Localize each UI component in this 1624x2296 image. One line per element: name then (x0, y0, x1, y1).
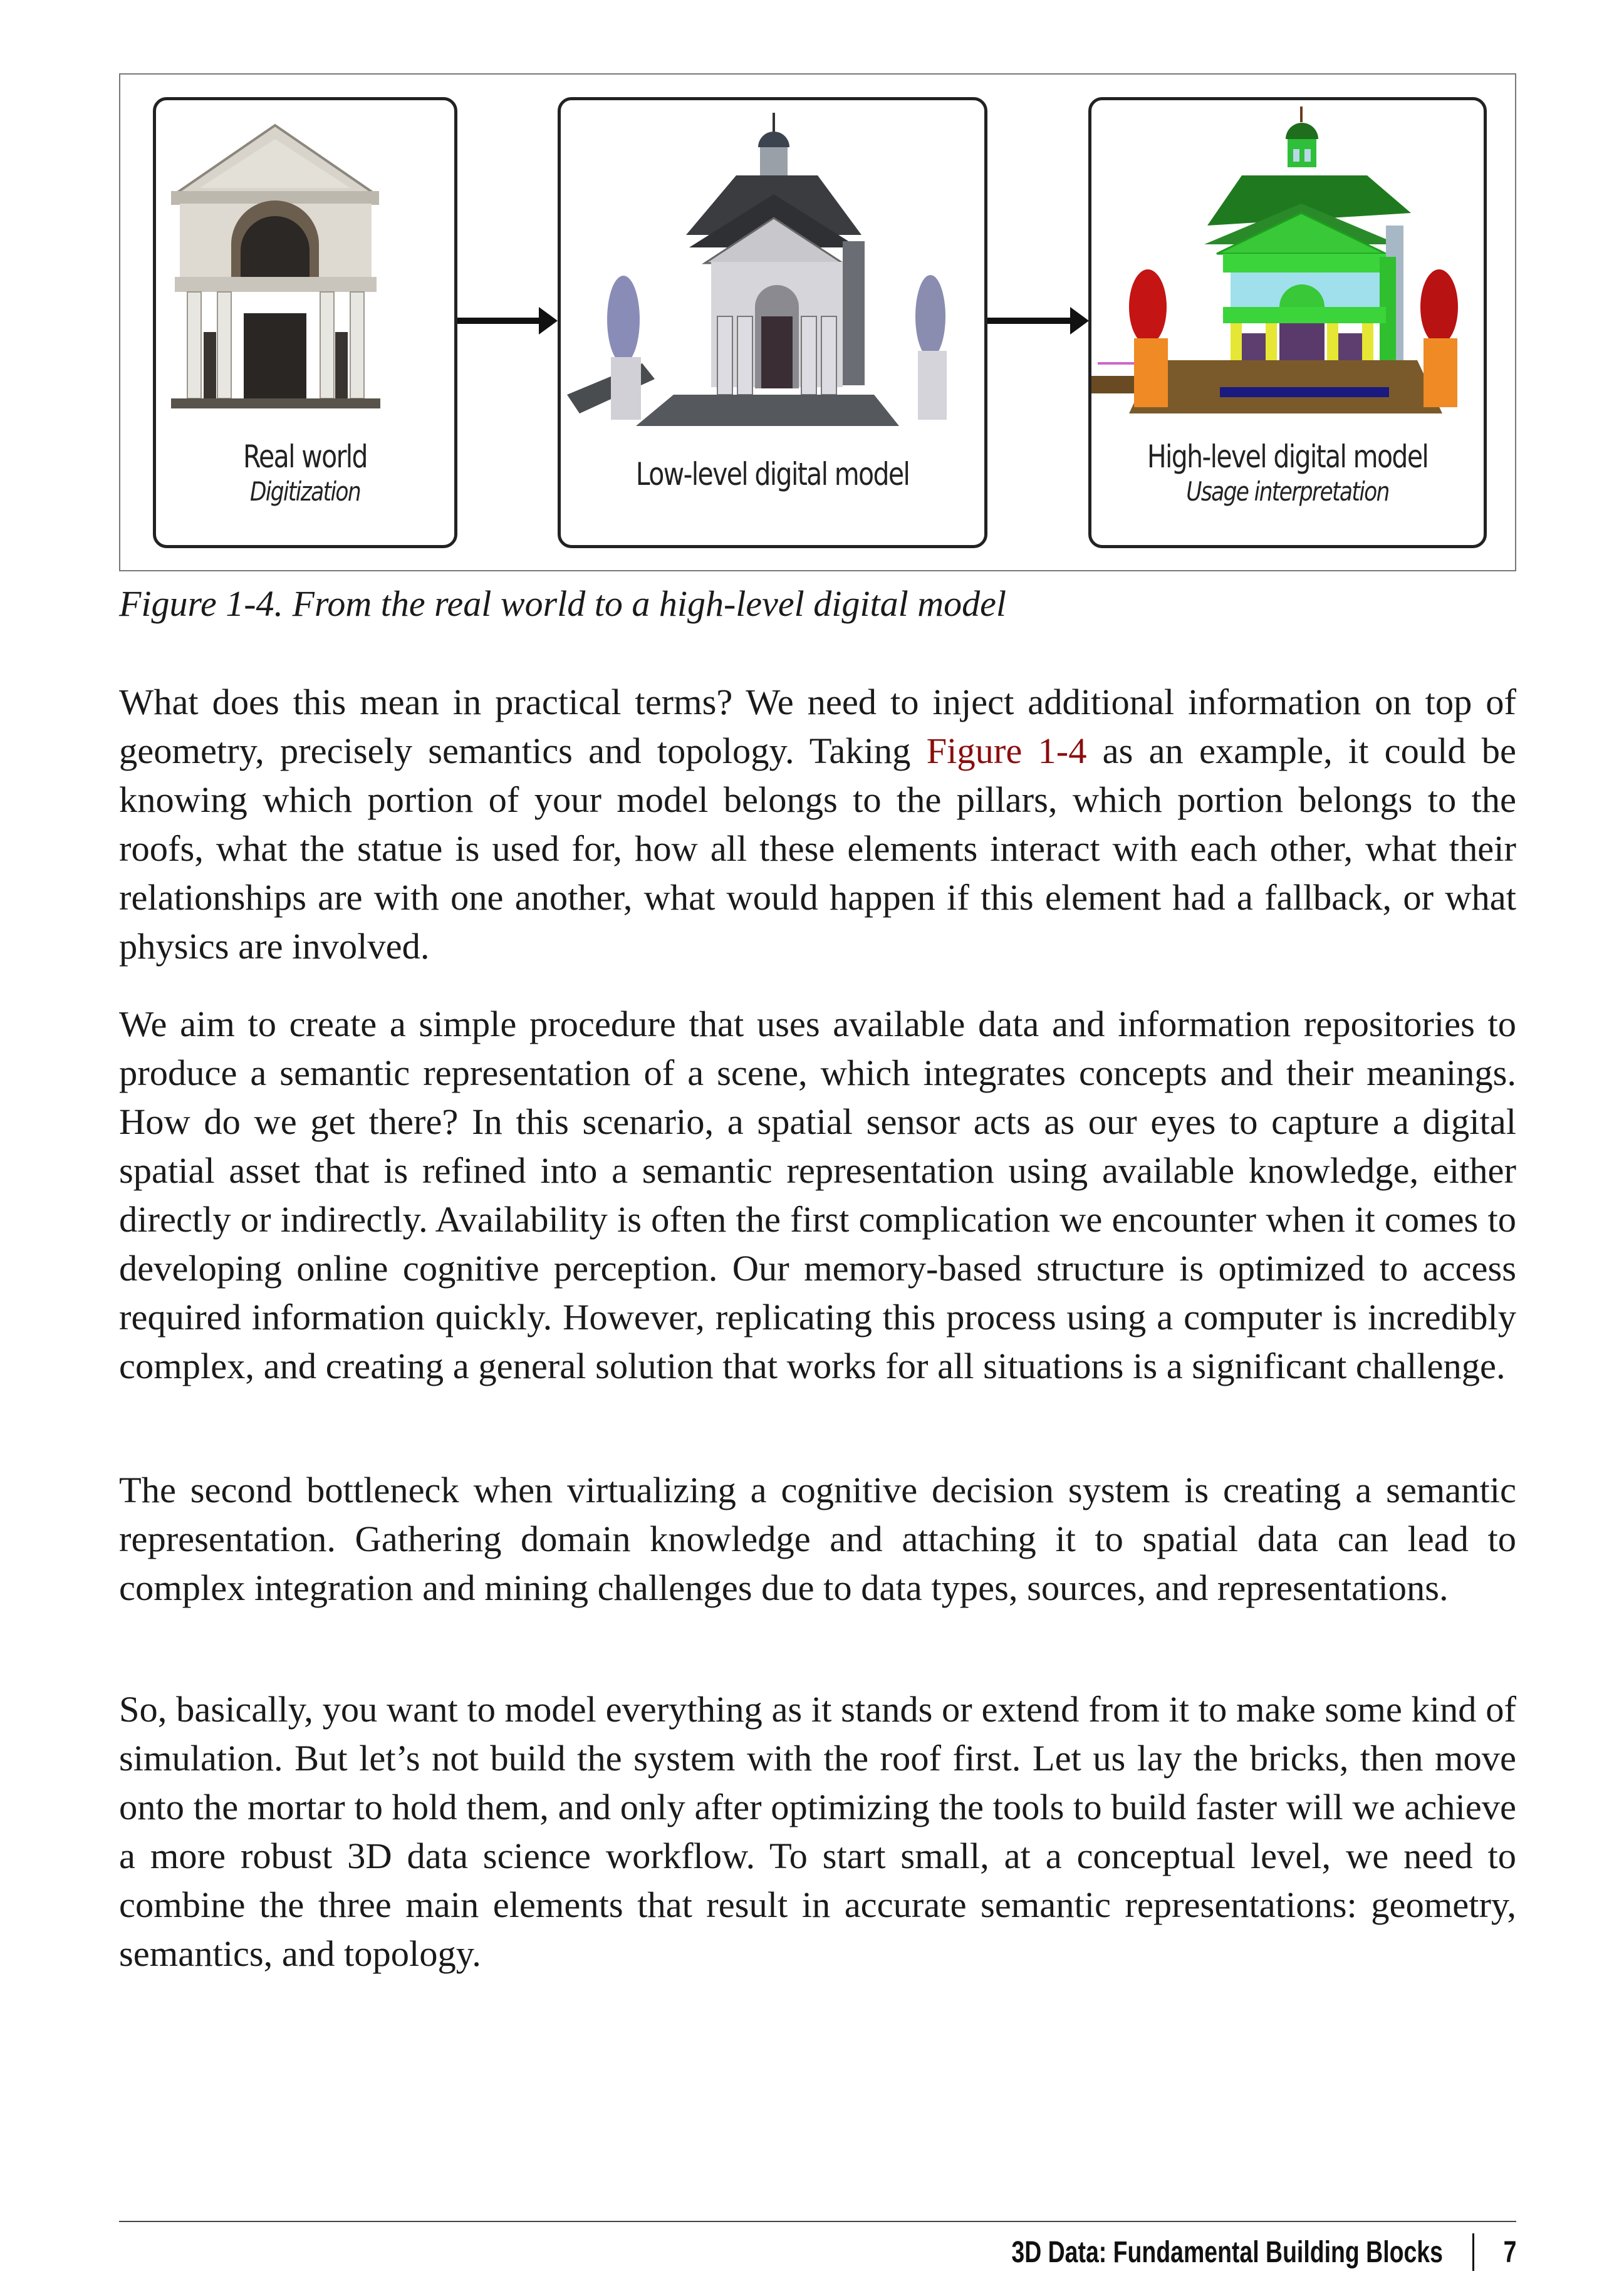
panel-title: Real world (243, 439, 367, 475)
arrow-right-icon (457, 318, 541, 324)
chapel-photo-image (156, 100, 454, 426)
paragraph (119, 678, 1516, 971)
ground (1129, 360, 1442, 413)
paragraph (119, 1685, 1516, 1978)
panel-low-level-model (558, 97, 987, 548)
chapter-title: 3D Data: Fundamental Building Blocks (1011, 2235, 1443, 2269)
statue-right (1420, 269, 1458, 345)
page-footer (1011, 2233, 1516, 2271)
statue-right (915, 275, 945, 358)
statue-left (1129, 269, 1167, 345)
paragraph-text: The second bottleneck when virtualizing a cognitive decision system is creating a semantic representation. Gathering domain knowledge and attaching it to spatial data can lead to complex integration and mining challenges due to data types, sources, and representations. (119, 1470, 1516, 1608)
panel-title: Low-level digital model (635, 456, 910, 492)
figure-caption: Figure 1-4. From the real world to a high-level digital model (119, 583, 1006, 624)
lantern-dome (758, 132, 789, 147)
lantern-dome (1286, 123, 1318, 139)
entablature (1223, 307, 1386, 323)
base-step (171, 398, 380, 408)
pedestal-left (1134, 338, 1168, 407)
panel-high-level-model (1088, 97, 1487, 548)
figure-cross-reference-link[interactable]: Figure 1-4 (926, 730, 1087, 771)
ground (636, 395, 899, 426)
paragraph-text: We aim to create a simple procedure that uses available data and information repositories to produce a semantic representation of a scene, which integrates concepts and their meanings. How do we get there? In this scenario, a spatial sensor acts as our eyes to capture a digital spatial asset that is refined into a semantic representation using available knowledge, either directly or indirectly. Availability is often the first complication we encounter when it comes to developing online cognitive perception. Our memory-based structure is optimized to access required information quickly. However, replicating this process using a computer is incredibly complex, and creating a general solution that works for all situations is a significant challenge. (119, 1004, 1516, 1386)
pedestal-right (1424, 338, 1457, 407)
panel-title: High-level digital model (1147, 439, 1429, 475)
door (761, 316, 793, 388)
base (1220, 387, 1389, 397)
main-door (244, 313, 306, 398)
footer-divider (119, 2221, 1516, 2222)
entablature (175, 277, 377, 292)
panel-real-world (153, 97, 457, 548)
statue-left (607, 276, 640, 363)
footer-separator (1472, 2233, 1474, 2271)
panel-subtitle: Digitization (249, 476, 361, 507)
paragraph-text: What does this mean in practical terms? We need to inject additional information on top of geometry, precisely semantics and topology. Taking (119, 682, 1516, 771)
paragraph-text: as an example, it could be knowing which portion of your model belongs to the pillars, which portion belongs to the roofs, what the statue is used for, how all these elements interact with each other, what their relationships are with one another, what would happen if this element had a fallback, or what physics are involved. (119, 730, 1516, 967)
semantic-model-image (1091, 100, 1484, 426)
figure-1-4 (119, 73, 1516, 571)
panel-subtitle: Usage interpretation (1186, 476, 1389, 507)
paragraph-text: So, basically, you want to model everything as it stands or extend from it to make some kind of simulation. But let’s not build the system with the roof first. Let us lay the bricks, then move onto the mortar to hold them, and only after optimizing the tools to build faster will we achieve a more robust 3D data science workflow. To start small, at a conceptual level, we need to combine the three main elements that result in accurate semantic representations: geometry, semantics, and topology. (119, 1689, 1516, 1974)
point-cloud-model-image (561, 100, 984, 439)
paragraph (119, 1466, 1516, 1613)
arrow-right-icon (987, 318, 1073, 324)
paragraph (119, 1000, 1516, 1391)
page-number: 7 (1503, 2235, 1516, 2269)
